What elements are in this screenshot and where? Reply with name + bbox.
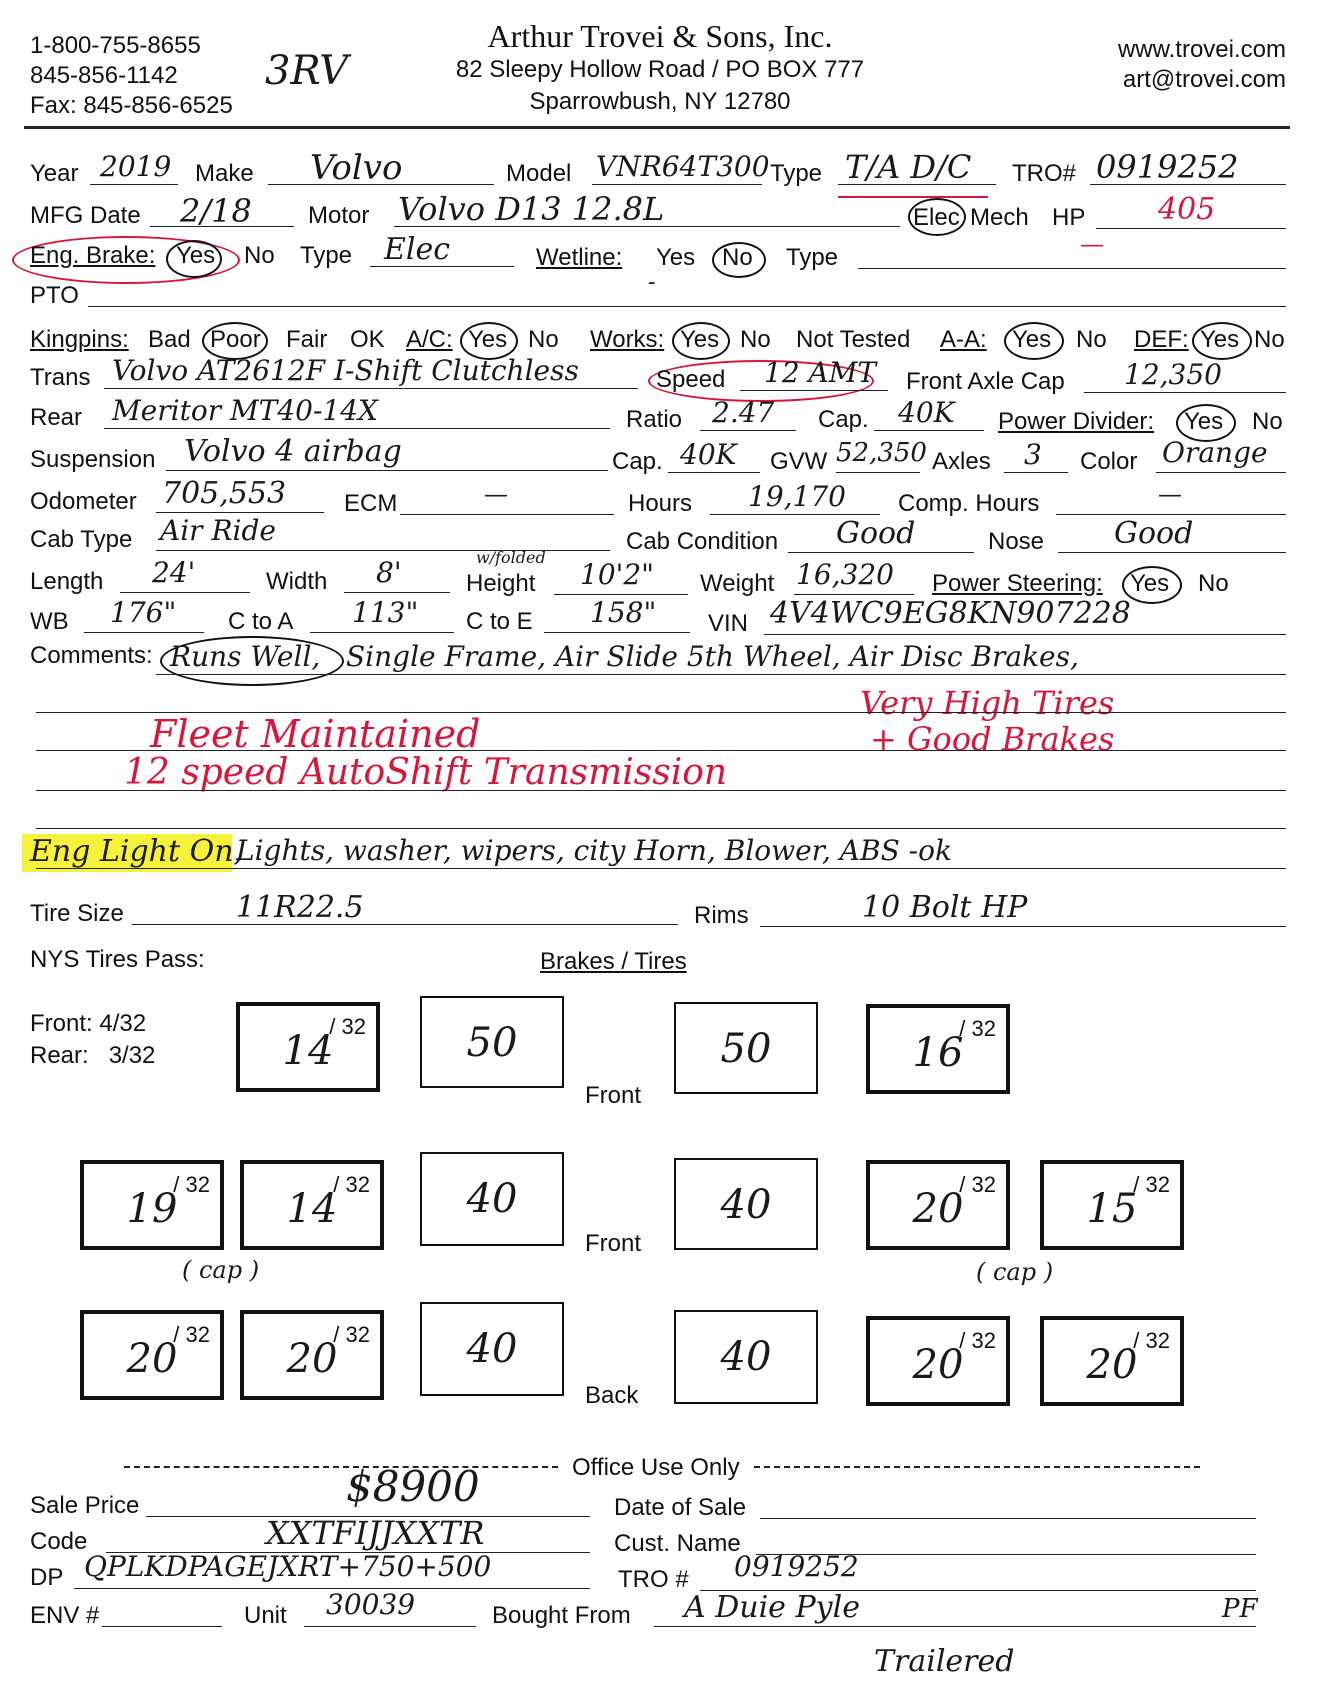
elec-label[interactable]: Elec	[913, 204, 960, 231]
motor-label: Motor	[308, 202, 370, 229]
ratio-value: 2.47	[712, 396, 775, 429]
nose-label: Nose	[988, 528, 1045, 555]
cap-note-right: ( cap )	[976, 1258, 1054, 1286]
susp-cap-line	[668, 472, 760, 473]
hp-line	[1096, 228, 1286, 229]
motor-value: Volvo D13 12.8L	[398, 190, 665, 228]
unit-label-office: Unit	[244, 1602, 287, 1629]
susp-cap-value: 40K	[680, 438, 737, 471]
brake-box-front-right[interactable]	[674, 1002, 818, 1094]
ratio-line	[700, 430, 796, 431]
comment-line-5-rule	[36, 828, 1286, 829]
cap-note-left: ( cap )	[182, 1256, 260, 1284]
power-steering-yes[interactable]: Yes	[1130, 570, 1170, 597]
comment-red-very-high-tires: Very High Tires	[860, 684, 1115, 722]
eng-brake-label: Eng. Brake:	[30, 242, 156, 269]
tro-value: 0919252	[1096, 148, 1239, 186]
brake-box-rear1-right[interactable]	[674, 1158, 818, 1250]
unit-line	[304, 1626, 476, 1627]
comp-hours-line	[1056, 514, 1286, 515]
cab-condition-value: Good	[836, 516, 916, 551]
header-divider	[24, 126, 1290, 129]
kingpins-fair[interactable]: Fair	[286, 326, 328, 353]
tread-depth: 20	[286, 1336, 338, 1382]
c-to-e-line	[544, 632, 690, 633]
kingpins-poor[interactable]: Poor	[210, 326, 261, 353]
gvw-label: GVW	[770, 448, 828, 475]
type-value: T/A D/C	[845, 148, 972, 186]
unit-label: / 32	[173, 1172, 210, 1197]
comment-line-4-rule	[36, 790, 1286, 791]
front-label-2: Front	[585, 1230, 642, 1257]
make-value: Volvo	[310, 148, 403, 188]
tro-label: TRO#	[1012, 160, 1077, 187]
tire-size-line	[132, 924, 678, 925]
rims-label: Rims	[694, 902, 749, 929]
height-line	[554, 594, 688, 595]
cust-name-label: Cust. Name	[614, 1530, 741, 1557]
height-note: w/folded	[476, 548, 546, 567]
gvw-line	[836, 472, 920, 473]
length-line	[120, 592, 250, 593]
rear-cap-value: 40K	[898, 396, 955, 429]
suspension-line	[166, 470, 608, 471]
c-to-a-label: C to A	[228, 608, 294, 635]
hours-value: 19,170	[748, 480, 846, 513]
brakes-tires-heading: Brakes / Tires	[540, 948, 687, 975]
wetline-no[interactable]: No	[722, 244, 753, 271]
speed-line	[740, 390, 888, 391]
susp-cap-label: Cap.	[612, 448, 663, 475]
speed-value: 12 AMT	[764, 356, 877, 389]
env-line	[102, 1626, 222, 1627]
unit-label: / 32	[333, 1322, 370, 1347]
tread-depth: 20	[126, 1336, 178, 1382]
tire-box-rear2-inner-left[interactable]	[240, 1310, 384, 1400]
code-label: Code	[30, 1528, 88, 1555]
unit-label: / 32	[1133, 1328, 1170, 1353]
odometer-line	[156, 512, 324, 513]
tire-box-front-right[interactable]	[866, 1004, 1010, 1094]
sale-price-value: $8900	[346, 1462, 480, 1511]
tire-box-rear2-outer-right[interactable]	[1040, 1316, 1184, 1406]
code-value: XXTFIJJXXTR	[266, 1514, 485, 1552]
tro2-label: TRO #	[618, 1566, 689, 1593]
unit-label: / 32	[959, 1328, 996, 1353]
pto-label: PTO	[30, 282, 79, 309]
color-line	[1156, 472, 1286, 473]
length-label: Length	[30, 568, 104, 595]
tire-size-value: 11R22.5	[236, 890, 364, 925]
unit-label: / 32	[959, 1172, 996, 1197]
eng-brake-type-label: Type	[300, 242, 353, 269]
comment-line-1-rule	[156, 674, 1286, 675]
eng-brake-no[interactable]: No	[244, 242, 275, 269]
year-line	[90, 184, 178, 185]
tire-size-label: Tire Size	[30, 900, 124, 927]
wb-label: WB	[30, 608, 69, 635]
bought-from-value: A Duie Pyle	[684, 1590, 860, 1625]
comment-line-1: Single Frame, Air Slide 5th Wheel, Air Disc Brakes,	[346, 640, 1079, 673]
pto-line	[88, 306, 1286, 307]
tread-depth: 19	[126, 1186, 178, 1232]
nose-value: Good	[1114, 516, 1194, 551]
mech-label[interactable]: Mech	[970, 204, 1029, 231]
model-label: Model	[506, 160, 572, 187]
sale-price-label: Sale Price	[30, 1492, 140, 1519]
phone-2: 845-856-1142	[30, 62, 178, 89]
type-label: Type	[770, 160, 823, 187]
tire-box-rear2-inner-right[interactable]	[866, 1316, 1010, 1406]
speed-label: Speed	[656, 366, 726, 393]
pto-mark: -	[648, 270, 656, 295]
ac-no[interactable]: No	[528, 326, 559, 353]
unit-label: / 32	[959, 1016, 996, 1041]
trailered-note: Trailered	[874, 1644, 1015, 1679]
wetline-type-label: Type	[786, 244, 839, 271]
phone-1: 1-800-755-8655	[30, 32, 201, 59]
comment-line-6-rule	[36, 868, 1286, 869]
ecm-line	[400, 514, 614, 515]
rims-value: 10 Bolt HP	[862, 890, 1028, 925]
fax: Fax: 845-856-6525	[30, 92, 233, 119]
cab-condition-line	[788, 552, 974, 553]
works-no[interactable]: No	[740, 326, 771, 353]
tire-box-rear1-inner-left[interactable]	[240, 1160, 384, 1250]
comment-eng-light: Eng Light On,	[30, 834, 244, 869]
ac-yes[interactable]: Yes	[468, 326, 508, 353]
width-label: Width	[266, 568, 328, 595]
color-label: Color	[1080, 448, 1138, 475]
tire-box-front-left[interactable]	[236, 1002, 380, 1092]
power-divider-yes[interactable]: Yes	[1184, 408, 1224, 435]
office-dashes-left	[124, 1466, 558, 1468]
c-to-e-label: C to E	[466, 608, 533, 635]
model-line	[592, 184, 762, 185]
gvw-value: 52,350	[836, 438, 927, 468]
brake-value: 40	[720, 1334, 772, 1380]
odometer-value: 705,553	[162, 476, 287, 511]
handwritten-code: 3RV	[265, 48, 349, 94]
model-value: VNR64T300	[596, 150, 770, 183]
rear-requirement: Rear: 3/32	[30, 1042, 156, 1069]
c-to-a-line	[310, 632, 454, 633]
comment-red-fleet-maintained: Fleet Maintained	[150, 712, 481, 756]
tire-box-rear1-outer-left[interactable]	[80, 1160, 224, 1250]
c-to-a-value: 113"	[352, 596, 419, 629]
front-axle-cap-line	[1084, 392, 1286, 393]
weight-value: 16,320	[796, 558, 894, 591]
width-line	[344, 592, 450, 593]
rear-line	[104, 428, 610, 429]
hours-label: Hours	[628, 490, 693, 517]
weight-label: Weight	[700, 570, 775, 597]
address-line-2: Sparrowbush, NY 12780	[529, 88, 791, 115]
unit-label: / 32	[173, 1322, 210, 1347]
power-steering-no[interactable]: No	[1198, 570, 1229, 597]
brake-box-front-left[interactable]	[420, 996, 564, 1088]
axles-line	[1004, 472, 1068, 473]
vin-line	[764, 634, 1286, 635]
initials: PF	[1222, 1594, 1258, 1624]
office-dashes-right	[754, 1466, 1200, 1468]
tread-depth: 16	[912, 1030, 964, 1076]
brake-box-rear1-left[interactable]	[420, 1152, 564, 1246]
height-value: 10'2"	[580, 558, 655, 591]
email[interactable]: art@trovei.com	[1122, 66, 1286, 93]
tro2-value: 0919252	[734, 1550, 859, 1583]
works-label: Works:	[590, 326, 665, 353]
brake-box-rear2-left[interactable]	[420, 1302, 564, 1396]
year-label: Year	[30, 160, 79, 187]
ecm-label: ECM	[344, 490, 398, 517]
def-no[interactable]: No	[1254, 326, 1285, 353]
hp-label: HP	[1052, 204, 1086, 231]
suspension-value: Volvo 4 airbag	[184, 434, 402, 469]
dp-value: QPLKDPAGEJXRT+750+500	[84, 1550, 492, 1583]
brake-value: 40	[720, 1182, 772, 1228]
ratio-label: Ratio	[626, 406, 683, 433]
nys-tires-pass-label: NYS Tires Pass:	[30, 946, 205, 973]
office-use-only-label: Office Use Only	[572, 1454, 740, 1481]
aa-label: A-A:	[940, 326, 987, 353]
front-requirement: Front: 4/32	[30, 1010, 147, 1037]
odometer-label: Odometer	[30, 488, 137, 515]
make-label: Make	[195, 160, 254, 187]
comp-hours-value: —	[1158, 480, 1182, 508]
front-label-1: Front	[585, 1082, 642, 1109]
env-label: ENV #	[30, 1602, 100, 1629]
mfg-date-value: 2/18	[180, 192, 252, 230]
hp-value: 405	[1158, 192, 1216, 227]
unit-label: / 32	[1133, 1172, 1170, 1197]
axles-label: Axles	[932, 448, 991, 475]
tread-depth: 14	[286, 1186, 338, 1232]
tire-box-rear1-outer-right[interactable]	[1040, 1160, 1184, 1250]
width-value: 8'	[376, 556, 402, 589]
bought-from-line	[654, 1626, 1256, 1627]
kingpins-label: Kingpins:	[30, 326, 129, 353]
comments-label: Comments:	[30, 642, 153, 669]
wetline-label: Wetline:	[536, 244, 623, 271]
tire-box-rear1-inner-right[interactable]	[866, 1160, 1010, 1250]
def-yes[interactable]: Yes	[1200, 326, 1240, 353]
tread-depth: 20	[1086, 1342, 1138, 1388]
rear-value: Meritor MT40-14X	[112, 394, 378, 427]
front-axle-cap-label: Front Axle Cap	[906, 368, 1065, 395]
tread-depth: 20	[912, 1342, 964, 1388]
unit-value: 30039	[326, 1588, 416, 1621]
c-to-e-value: 158"	[590, 596, 657, 629]
brake-value: 50	[720, 1026, 772, 1072]
axles-value: 3	[1024, 438, 1042, 471]
eng-brake-type-value: Elec	[384, 232, 451, 267]
tread-depth: 20	[912, 1186, 964, 1232]
tread-depth: 15	[1086, 1186, 1138, 1232]
works-not-tested[interactable]: Not Tested	[796, 326, 911, 353]
brake-value: 40	[466, 1326, 518, 1372]
company-name: Arthur Trovei & Sons, Inc.	[487, 18, 833, 54]
rear-cap-label: Cap.	[818, 406, 869, 433]
cab-condition-label: Cab Condition	[626, 528, 779, 555]
comment-runs-well: Runs Well,	[170, 640, 321, 673]
kingpins-bad[interactable]: Bad	[148, 326, 191, 353]
website[interactable]: www.trovei.com	[1117, 36, 1286, 63]
rear-cap-line	[874, 430, 984, 431]
ecm-value: —	[484, 480, 508, 508]
works-yes[interactable]: Yes	[680, 326, 720, 353]
type-red-underline	[838, 196, 988, 198]
wb-line	[84, 632, 204, 633]
rims-line	[760, 926, 1286, 927]
dp-label: DP	[30, 1564, 64, 1591]
power-divider-no[interactable]: No	[1252, 408, 1283, 435]
mfg-date-label: MFG Date	[30, 202, 141, 229]
weight-line	[794, 594, 914, 595]
kingpins-ok[interactable]: OK	[350, 326, 385, 353]
trans-line	[104, 388, 638, 389]
aa-yes[interactable]: Yes	[1012, 326, 1052, 353]
height-label: Height	[466, 570, 536, 597]
power-steering-label: Power Steering:	[932, 570, 1103, 597]
nose-line	[1058, 552, 1286, 553]
color-value: Orange	[1162, 436, 1268, 469]
front-axle-cap-value: 12,350	[1124, 358, 1222, 391]
year-value: 2019	[100, 150, 172, 183]
address-line-1: 82 Sleepy Hollow Road / PO BOX 777	[455, 56, 865, 83]
eng-brake-yes[interactable]: Yes	[176, 242, 216, 269]
unit-label: / 32	[333, 1172, 370, 1197]
tread-depth: 14	[282, 1028, 334, 1074]
unit-label: / 32	[329, 1014, 366, 1039]
suspension-label: Suspension	[30, 446, 156, 473]
def-label: DEF:	[1134, 326, 1189, 353]
wetline-yes[interactable]: Yes	[656, 244, 696, 271]
cab-type-label: Cab Type	[30, 526, 133, 553]
vin-label: VIN	[708, 610, 749, 637]
wetline-type-line	[858, 268, 1286, 269]
aa-no[interactable]: No	[1076, 326, 1107, 353]
hp-red-mark: —	[1080, 230, 1104, 258]
trans-label: Trans	[30, 364, 91, 391]
comment-checks: Lights, washer, wipers, city Horn, Blower, ABS -ok	[236, 834, 952, 867]
bought-from-label: Bought From	[492, 1602, 631, 1629]
brake-box-rear2-right[interactable]	[674, 1310, 818, 1404]
vin-value: 4V4WC9EG8KN907228	[770, 596, 1131, 631]
length-value: 24'	[152, 556, 196, 589]
brake-value: 40	[466, 1176, 518, 1222]
comp-hours-label: Comp. Hours	[898, 490, 1040, 517]
power-divider-label: Power Divider:	[998, 408, 1155, 435]
ac-label: A/C:	[406, 326, 453, 353]
date-of-sale-label: Date of Sale	[614, 1494, 747, 1521]
hours-line	[710, 514, 880, 515]
rear-label: Rear	[30, 404, 83, 431]
date-of-sale-line	[760, 1518, 1256, 1519]
wb-value: 176"	[110, 596, 177, 629]
tire-box-rear2-outer-left[interactable]	[80, 1310, 224, 1400]
cab-type-value: Air Ride	[160, 514, 276, 547]
comment-line-3-rule	[36, 750, 1286, 751]
comment-red-good-brakes: + Good Brakes	[870, 720, 1115, 758]
back-label: Back	[585, 1382, 639, 1409]
trans-value: Volvo AT2612F I-Shift Clutchless	[112, 354, 579, 387]
comment-red-transmission: 12 speed AutoShift Transmission	[124, 752, 728, 793]
brake-value: 50	[466, 1020, 518, 1066]
